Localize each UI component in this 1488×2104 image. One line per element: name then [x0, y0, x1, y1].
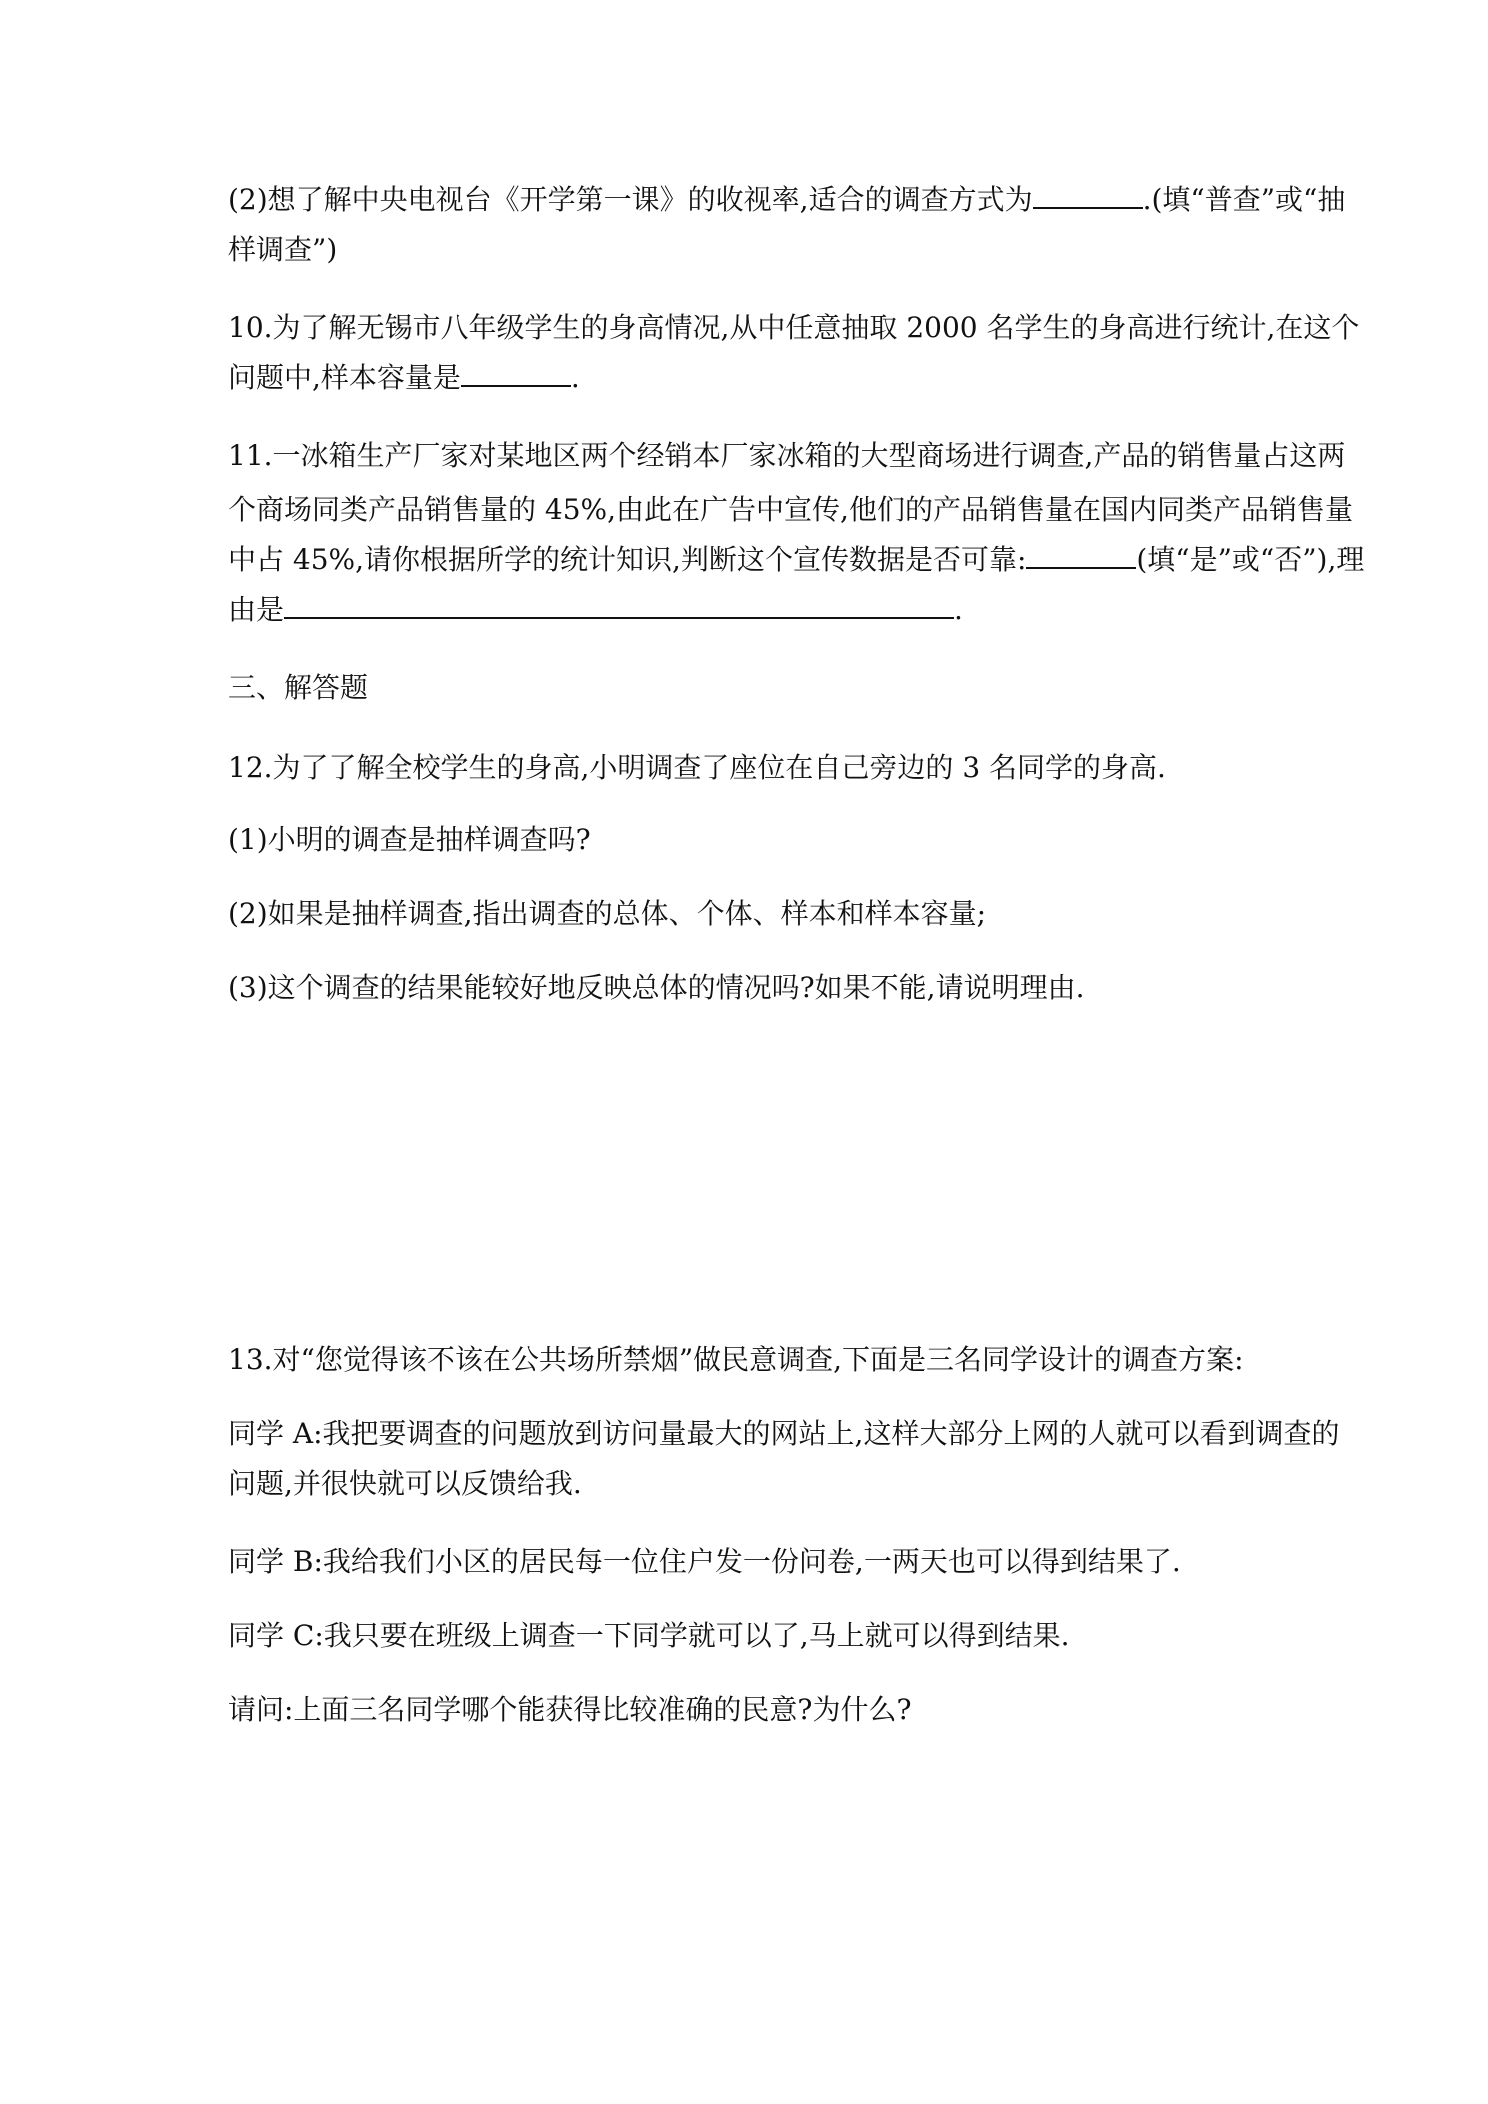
q11-line4: 由是 . [228, 593, 963, 626]
q12-part1: (1)小明的调查是抽样调查吗? [228, 823, 591, 856]
q12-part2: (2)如果是抽样调查,指出调查的总体、个体、样本和样本容量; [228, 897, 986, 930]
answer-blank [1033, 185, 1143, 209]
q10-line2: 问题中,样本容量是 . [228, 361, 580, 394]
q13-student-b: 同学 B:我给我们小区的居民每一位住户发一份问卷,一两天也可以得到结果了. [228, 1545, 1181, 1578]
answer-blank [461, 363, 571, 387]
q9-part2-line2: 样调查”) [228, 233, 338, 266]
answer-blank [284, 595, 954, 619]
q11-line1: 11.一冰箱生产厂家对某地区两个经销本厂家冰箱的大型商场进行调查,产品的销售量占这两 [228, 439, 1346, 472]
q10-line1: 10.为了解无锡市八年级学生的身高情况,从中任意抽取 2000 名学生的身高进行统计,在这个 [228, 311, 1360, 344]
q13-stem: 13.对“您觉得该不该在公共场所禁烟”做民意调查,下面是三名同学设计的调查方案: [228, 1343, 1244, 1376]
q13-student-c: 同学 C:我只要在班级上调查一下同学就可以了,马上就可以得到结果. [228, 1619, 1070, 1652]
q12-part3: (3)这个调查的结果能较好地反映总体的情况吗?如果不能,请说明理由. [228, 971, 1085, 1004]
answer-blank [1026, 545, 1136, 569]
q13-question: 请问:上面三名同学哪个能获得比较准确的民意?为什么? [228, 1693, 912, 1726]
q11-line2: 个商场同类产品销售量的 45%,由此在广告中宣传,他们的产品销售量在国内同类产品销售量 [228, 493, 1353, 526]
q12-stem: 12.为了了解全校学生的身高,小明调查了座位在自己旁边的 3 名同学的身高. [228, 751, 1166, 784]
q11-line3: 中占 45%,请你根据所学的统计知识,判断这个宣传数据是否可靠: (填“是”或“否”),理 [228, 543, 1365, 576]
q9-part2-line1: (2)想了解中央电视台《开学第一课》的收视率,适合的调查方式为 .(填“普查”或“抽 [228, 183, 1346, 216]
q13-student-a-line1: 同学 A:我把要调查的问题放到访问量最大的网站上,这样大部分上网的人就可以看到调查的 [228, 1417, 1340, 1450]
q13-student-a-line2: 问题,并很快就可以反馈给我. [228, 1467, 582, 1500]
section-title: 三、解答题 [228, 671, 369, 704]
